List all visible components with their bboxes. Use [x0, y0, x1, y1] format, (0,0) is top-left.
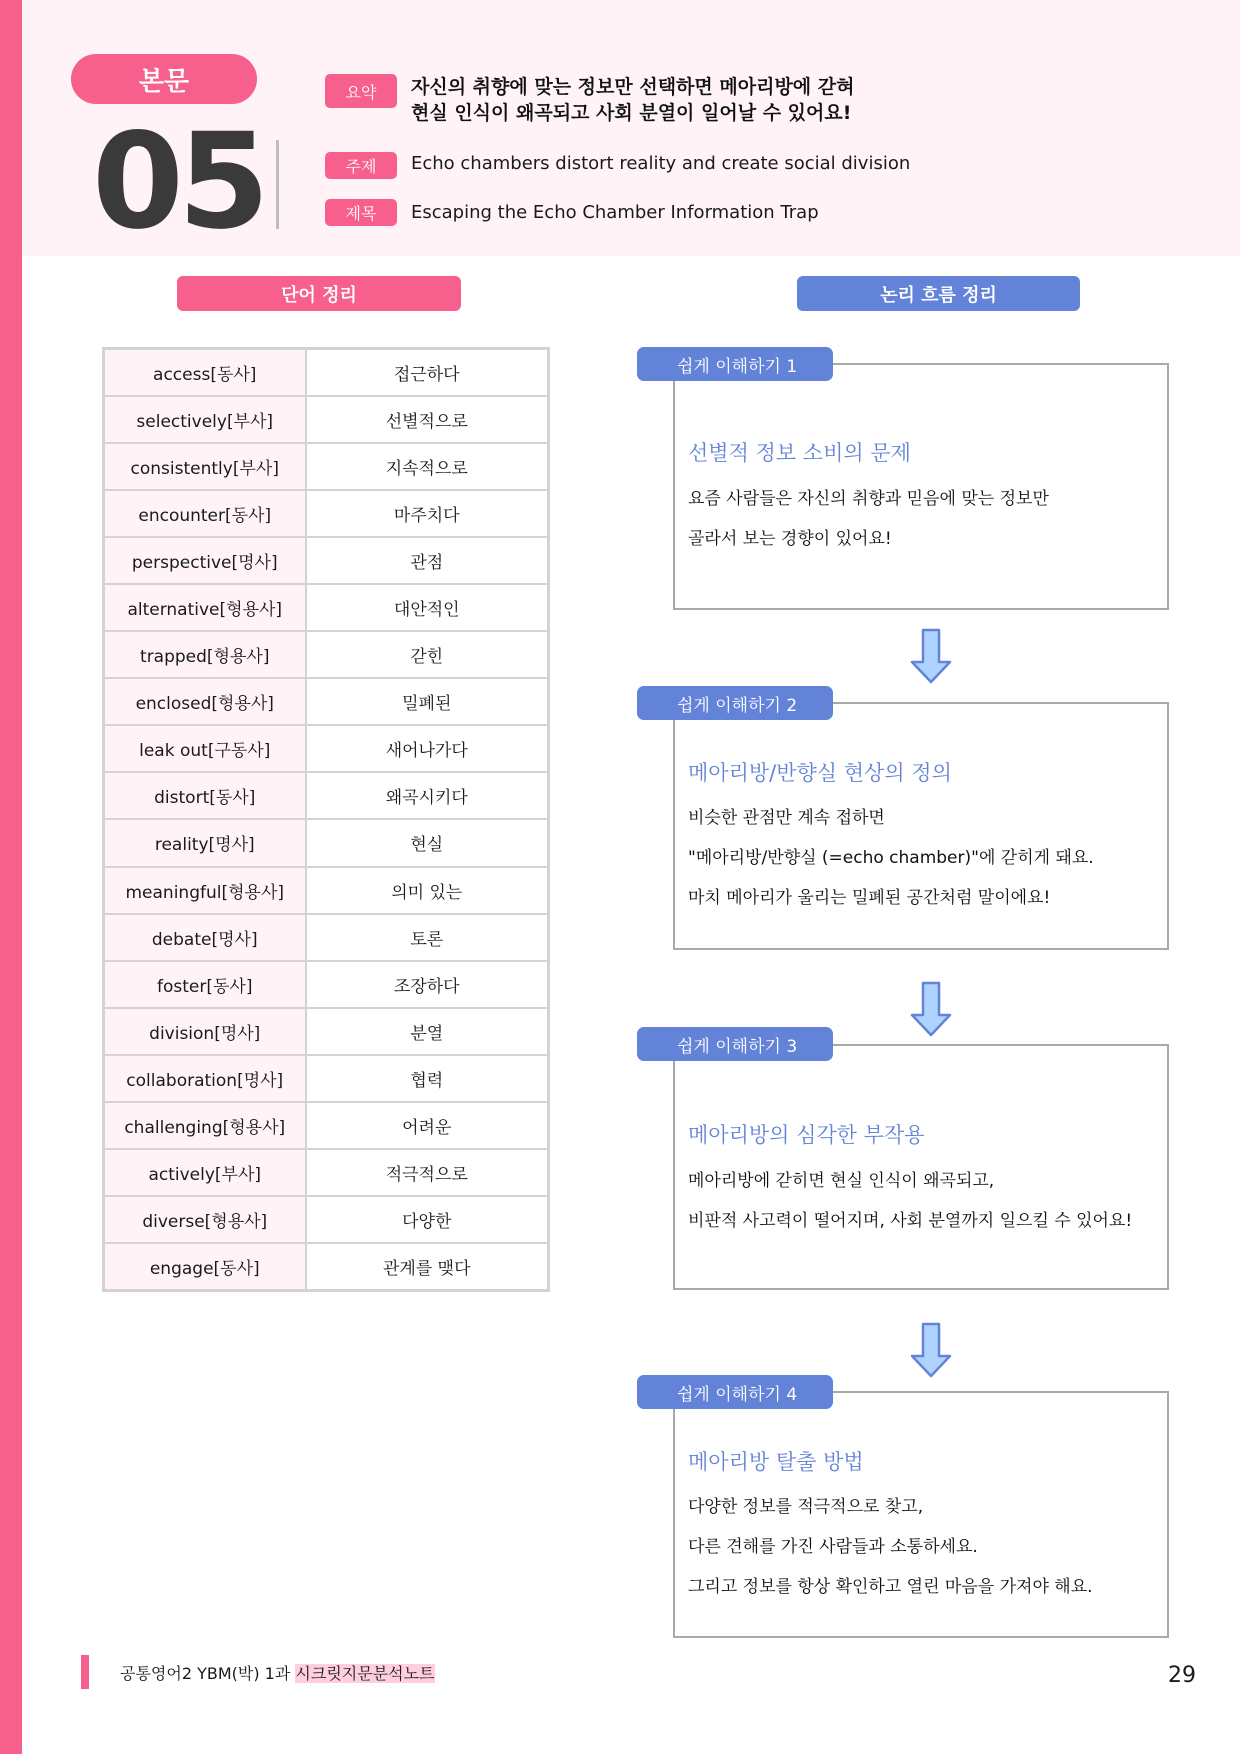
flow-line: 비판적 사고력이 떨어지며, 사회 분열까지 일으킬 수 있어요!: [688, 1211, 1133, 1231]
vocab-korean: 조장하다: [306, 961, 549, 1008]
flow-line: 다른 견해를 가진 사람들과 소통하세요.: [688, 1537, 978, 1557]
vocab-korean: 밀폐된: [306, 678, 549, 725]
table-row: [104, 1055, 549, 1102]
down-arrow-icon: [910, 1322, 952, 1378]
vocab-korean: 새어나가다: [306, 725, 549, 772]
vocab-korean: 협력: [306, 1055, 549, 1102]
vocab-korean: 지속적으로: [306, 443, 549, 490]
flow-line: 골라서 보는 경향이 있어요!: [688, 529, 892, 549]
footer-text: 공통영어2 YBM(박) 1과: [120, 1664, 296, 1683]
vocab-table: [102, 347, 550, 1292]
table-row: [104, 772, 549, 819]
flow-line: "메아리방/반향실 (=echo chamber)"에 갇히게 돼요.: [688, 848, 1094, 868]
vocab-korean: 현실: [306, 819, 549, 866]
vocab-english: meaningful[형용사]: [104, 867, 306, 914]
vocab-english: diverse[형용사]: [104, 1196, 306, 1243]
table-row: [104, 678, 549, 725]
vocab-korean: 토론: [306, 914, 549, 961]
section-label-pill: 본문: [71, 54, 257, 104]
flow-tag-4: 쉽게 이해하기 4: [637, 1375, 833, 1409]
table-row: [104, 867, 549, 914]
summary-text: [411, 74, 854, 126]
table-row: [104, 725, 549, 772]
vocab-section-heading: 단어 정리: [177, 276, 461, 311]
vocab-english: consistently[부사]: [104, 443, 306, 490]
vocab-english: trapped[형용사]: [104, 631, 306, 678]
vocab-korean: 대안적인: [306, 584, 549, 631]
vocab-korean: 왜곡시키다: [306, 772, 549, 819]
flow-line: 그리고 정보를 항상 확인하고 열린 마음을 가져야 해요.: [688, 1577, 1093, 1597]
table-row: [104, 631, 549, 678]
vocab-english: engage[동사]: [104, 1243, 306, 1290]
vocab-english: enclosed[형용사]: [104, 678, 306, 725]
vocab-korean: 갇힌: [306, 631, 549, 678]
vocab-korean: 의미 있는: [306, 867, 549, 914]
footer-highlight: 시크릿지문분석노트: [295, 1664, 435, 1683]
vocab-korean: 관계를 맺다: [306, 1243, 549, 1290]
flow-title-3: 메아리방의 심각한 부작용: [688, 1123, 925, 1147]
title-tag: 제목: [325, 199, 397, 226]
flow-section-heading: 논리 흐름 정리: [797, 276, 1080, 311]
flow-tag-1: 쉽게 이해하기 1: [637, 347, 833, 381]
vocab-english: alternative[형용사]: [104, 584, 306, 631]
vocab-english: selectively[부사]: [104, 396, 306, 443]
summary-line-1: 자신의 취향에 맞는 정보만 선택하면 메아리방에 갇혀: [411, 76, 855, 98]
title-text: Escaping the Echo Chamber Information Trap: [411, 202, 819, 223]
vocab-english: division[명사]: [104, 1008, 306, 1055]
vocab-english: challenging[형용사]: [104, 1102, 306, 1149]
vocab-english: reality[명사]: [104, 819, 306, 866]
vocab-english: debate[명사]: [104, 914, 306, 961]
table-row: [104, 443, 549, 490]
topic-text: Echo chambers distort reality and create social division: [411, 153, 911, 174]
topic-tag: 주제: [325, 152, 397, 179]
vocab-english: leak out[구동사]: [104, 725, 306, 772]
flow-title-1: 선별적 정보 소비의 문제: [688, 441, 911, 465]
footer-book-title: [120, 1661, 435, 1684]
footer-accent-bar: [81, 1655, 89, 1689]
vocab-english: foster[동사]: [104, 961, 306, 1008]
flow-tag-2: 쉽게 이해하기 2: [637, 686, 833, 720]
flow-line: 마치 메아리가 울리는 밀폐된 공간처럼 말이에요!: [688, 888, 1051, 908]
summary-line-2: 현실 인식이 왜곡되고 사회 분열이 일어날 수 있어요!: [411, 102, 852, 124]
table-row: [104, 819, 549, 866]
vocab-korean: 접근하다: [306, 349, 549, 396]
table-row: [104, 1243, 549, 1290]
vocab-korean: 어려운: [306, 1102, 549, 1149]
table-row: [104, 396, 549, 443]
table-row: [104, 1196, 549, 1243]
vocab-korean: 관점: [306, 537, 549, 584]
vocab-english: access[동사]: [104, 349, 306, 396]
flow-title-2: 메아리방/반향실 현상의 정의: [688, 761, 952, 785]
flow-title-4: 메아리방 탈출 방법: [688, 1450, 864, 1474]
summary-tag: 요약: [325, 74, 397, 108]
lesson-number: 05: [92, 105, 264, 259]
table-row: [104, 1102, 549, 1149]
table-row: [104, 537, 549, 584]
vocab-korean: 선별적으로: [306, 396, 549, 443]
table-row: [104, 584, 549, 631]
vocab-korean: 분열: [306, 1008, 549, 1055]
vocab-english: perspective[명사]: [104, 537, 306, 584]
table-row: [104, 490, 549, 537]
header-divider: [276, 140, 279, 229]
table-row: [104, 349, 549, 396]
down-arrow-icon: [910, 981, 952, 1037]
down-arrow-icon: [910, 628, 952, 684]
flow-line: 메아리방에 갇히면 현실 인식이 왜곡되고,: [688, 1171, 995, 1191]
vocab-korean: 마주치다: [306, 490, 549, 537]
vocab-english: collaboration[명사]: [104, 1055, 306, 1102]
table-row: [104, 1149, 549, 1196]
vocab-english: encounter[동사]: [104, 490, 306, 537]
table-row: [104, 914, 549, 961]
vocab-english: distort[동사]: [104, 772, 306, 819]
left-accent-bar: [0, 0, 22, 1754]
table-row: [104, 961, 549, 1008]
vocab-english: actively[부사]: [104, 1149, 306, 1196]
vocab-korean: 적극적으로: [306, 1149, 549, 1196]
page-number: 29: [1168, 1663, 1196, 1688]
vocab-korean: 다양한: [306, 1196, 549, 1243]
flow-line: 다양한 정보를 적극적으로 찾고,: [688, 1497, 924, 1517]
flow-line: 비슷한 관점만 계속 접하면: [688, 808, 885, 828]
flow-line: 요즘 사람들은 자신의 취향과 믿음에 맞는 정보만: [688, 489, 1049, 509]
flow-tag-3: 쉽게 이해하기 3: [637, 1027, 833, 1061]
table-row: [104, 1008, 549, 1055]
